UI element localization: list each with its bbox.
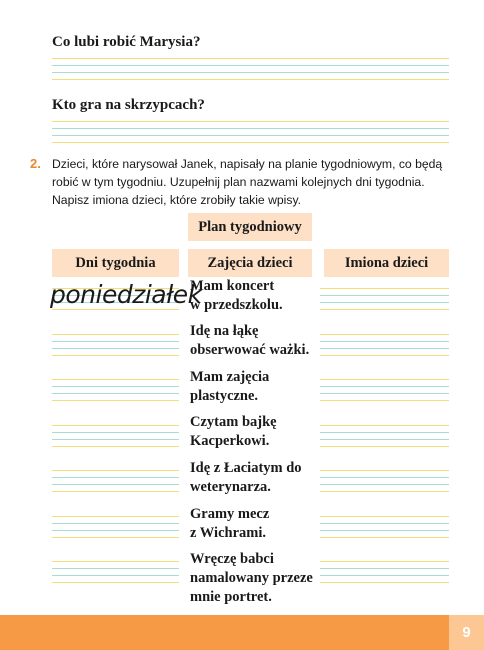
task-number: 2. xyxy=(30,156,41,171)
activity-6 xyxy=(190,505,320,543)
ruled-line xyxy=(320,439,449,440)
ruled-line xyxy=(320,530,449,531)
activity-line: Kacperkowi. xyxy=(190,433,270,449)
ruled-line xyxy=(320,295,449,296)
activity-4 xyxy=(190,413,320,451)
ruled-line xyxy=(320,334,449,335)
ruled-line xyxy=(320,523,449,524)
ruled-line xyxy=(52,523,179,524)
ruled-line xyxy=(320,393,449,394)
activity-line: z Wichrami. xyxy=(190,525,266,541)
names-answer-lines[interactable] xyxy=(320,288,449,608)
task-2 xyxy=(30,155,455,209)
ruled-line xyxy=(320,575,449,576)
activity-1 xyxy=(190,277,320,315)
ruled-line xyxy=(320,516,449,517)
answer-lines-1[interactable] xyxy=(52,58,449,88)
ruled-line xyxy=(52,582,179,583)
ruled-line xyxy=(320,309,449,310)
ruled-line xyxy=(52,432,179,433)
ruled-line xyxy=(320,302,449,303)
ruled-line xyxy=(320,432,449,433)
ruled-line xyxy=(52,355,179,356)
days-answer-lines[interactable] xyxy=(52,288,179,608)
ruled-line xyxy=(320,491,449,492)
plan-title: Plan tygodniowy xyxy=(188,213,312,241)
ruled-line xyxy=(52,341,179,342)
ruled-line xyxy=(52,568,179,569)
activity-line: Idę na łąkę xyxy=(190,323,259,339)
ruled-line xyxy=(320,341,449,342)
activity-line: w przedszkolu. xyxy=(190,297,283,313)
ruled-line xyxy=(52,470,179,471)
col-header-names: Imiona dzieci xyxy=(324,249,449,277)
ruled-line xyxy=(52,561,179,562)
ruled-line xyxy=(52,439,179,440)
activity-line: Gramy mecz xyxy=(190,506,270,522)
activity-line: weterynarza. xyxy=(190,479,271,495)
ruled-line xyxy=(320,288,449,289)
page-number: 9 xyxy=(449,615,484,650)
ruled-line xyxy=(320,386,449,387)
activity-line: mnie portret. xyxy=(190,589,272,605)
ruled-line xyxy=(52,537,179,538)
ruled-line xyxy=(52,400,179,401)
question-1: Co lubi robić Marysia? xyxy=(52,34,201,50)
ruled-line xyxy=(52,386,179,387)
ruled-line xyxy=(52,516,179,517)
ruled-line xyxy=(320,537,449,538)
ruled-line xyxy=(320,484,449,485)
ruled-line xyxy=(320,561,449,562)
ruled-line xyxy=(52,379,179,380)
ruled-line xyxy=(52,446,179,447)
activity-line: plastyczne. xyxy=(190,388,259,404)
footer-bar xyxy=(0,615,484,650)
ruled-line xyxy=(320,470,449,471)
ruled-line xyxy=(320,446,449,447)
ruled-line xyxy=(320,400,449,401)
ruled-line xyxy=(52,575,179,576)
activity-5 xyxy=(190,459,320,497)
activity-line: Wręczę babci xyxy=(190,551,274,567)
ruled-line xyxy=(52,348,179,349)
ruled-line xyxy=(320,425,449,426)
activity-3 xyxy=(190,368,320,406)
ruled-line xyxy=(52,530,179,531)
activity-line: Idę z Łaciatym do xyxy=(190,460,302,476)
ruled-line xyxy=(52,491,179,492)
col-header-activities: Zajęcia dzieci xyxy=(188,249,312,277)
ruled-line xyxy=(320,477,449,478)
activity-line: Mam zajęcia xyxy=(190,369,270,385)
activity-7 xyxy=(190,550,320,607)
activity-line: Mam koncert xyxy=(190,278,275,294)
ruled-line xyxy=(52,393,179,394)
activity-2 xyxy=(190,322,320,360)
question-2: Kto gra na skrzypcach? xyxy=(52,97,205,113)
task-instructions: Dzieci, które narysował Janek, napisały na planie tygodniowym, co będą robić w tym tygodniu. Uzupełnij plan nazwami kolejnych dni tygodnia. Napisz imiona dzieci, które zrobiły takie wpisy. xyxy=(52,157,443,207)
activity-line: obserwować ważki. xyxy=(190,342,310,358)
ruled-line xyxy=(52,425,179,426)
answer-lines-2[interactable] xyxy=(52,121,449,151)
ruled-line xyxy=(52,484,179,485)
col-header-days: Dni tygodnia xyxy=(52,249,179,277)
ruled-line xyxy=(320,379,449,380)
ruled-line xyxy=(320,348,449,349)
ruled-line xyxy=(52,334,179,335)
activity-line: Czytam bajkę xyxy=(190,414,277,430)
activity-line: namalowany przeze xyxy=(190,570,313,586)
ruled-line xyxy=(320,355,449,356)
example-day-handwriting: poniedziałek xyxy=(50,280,202,309)
ruled-line xyxy=(320,568,449,569)
ruled-line xyxy=(52,309,179,310)
ruled-line xyxy=(320,582,449,583)
ruled-line xyxy=(52,477,179,478)
